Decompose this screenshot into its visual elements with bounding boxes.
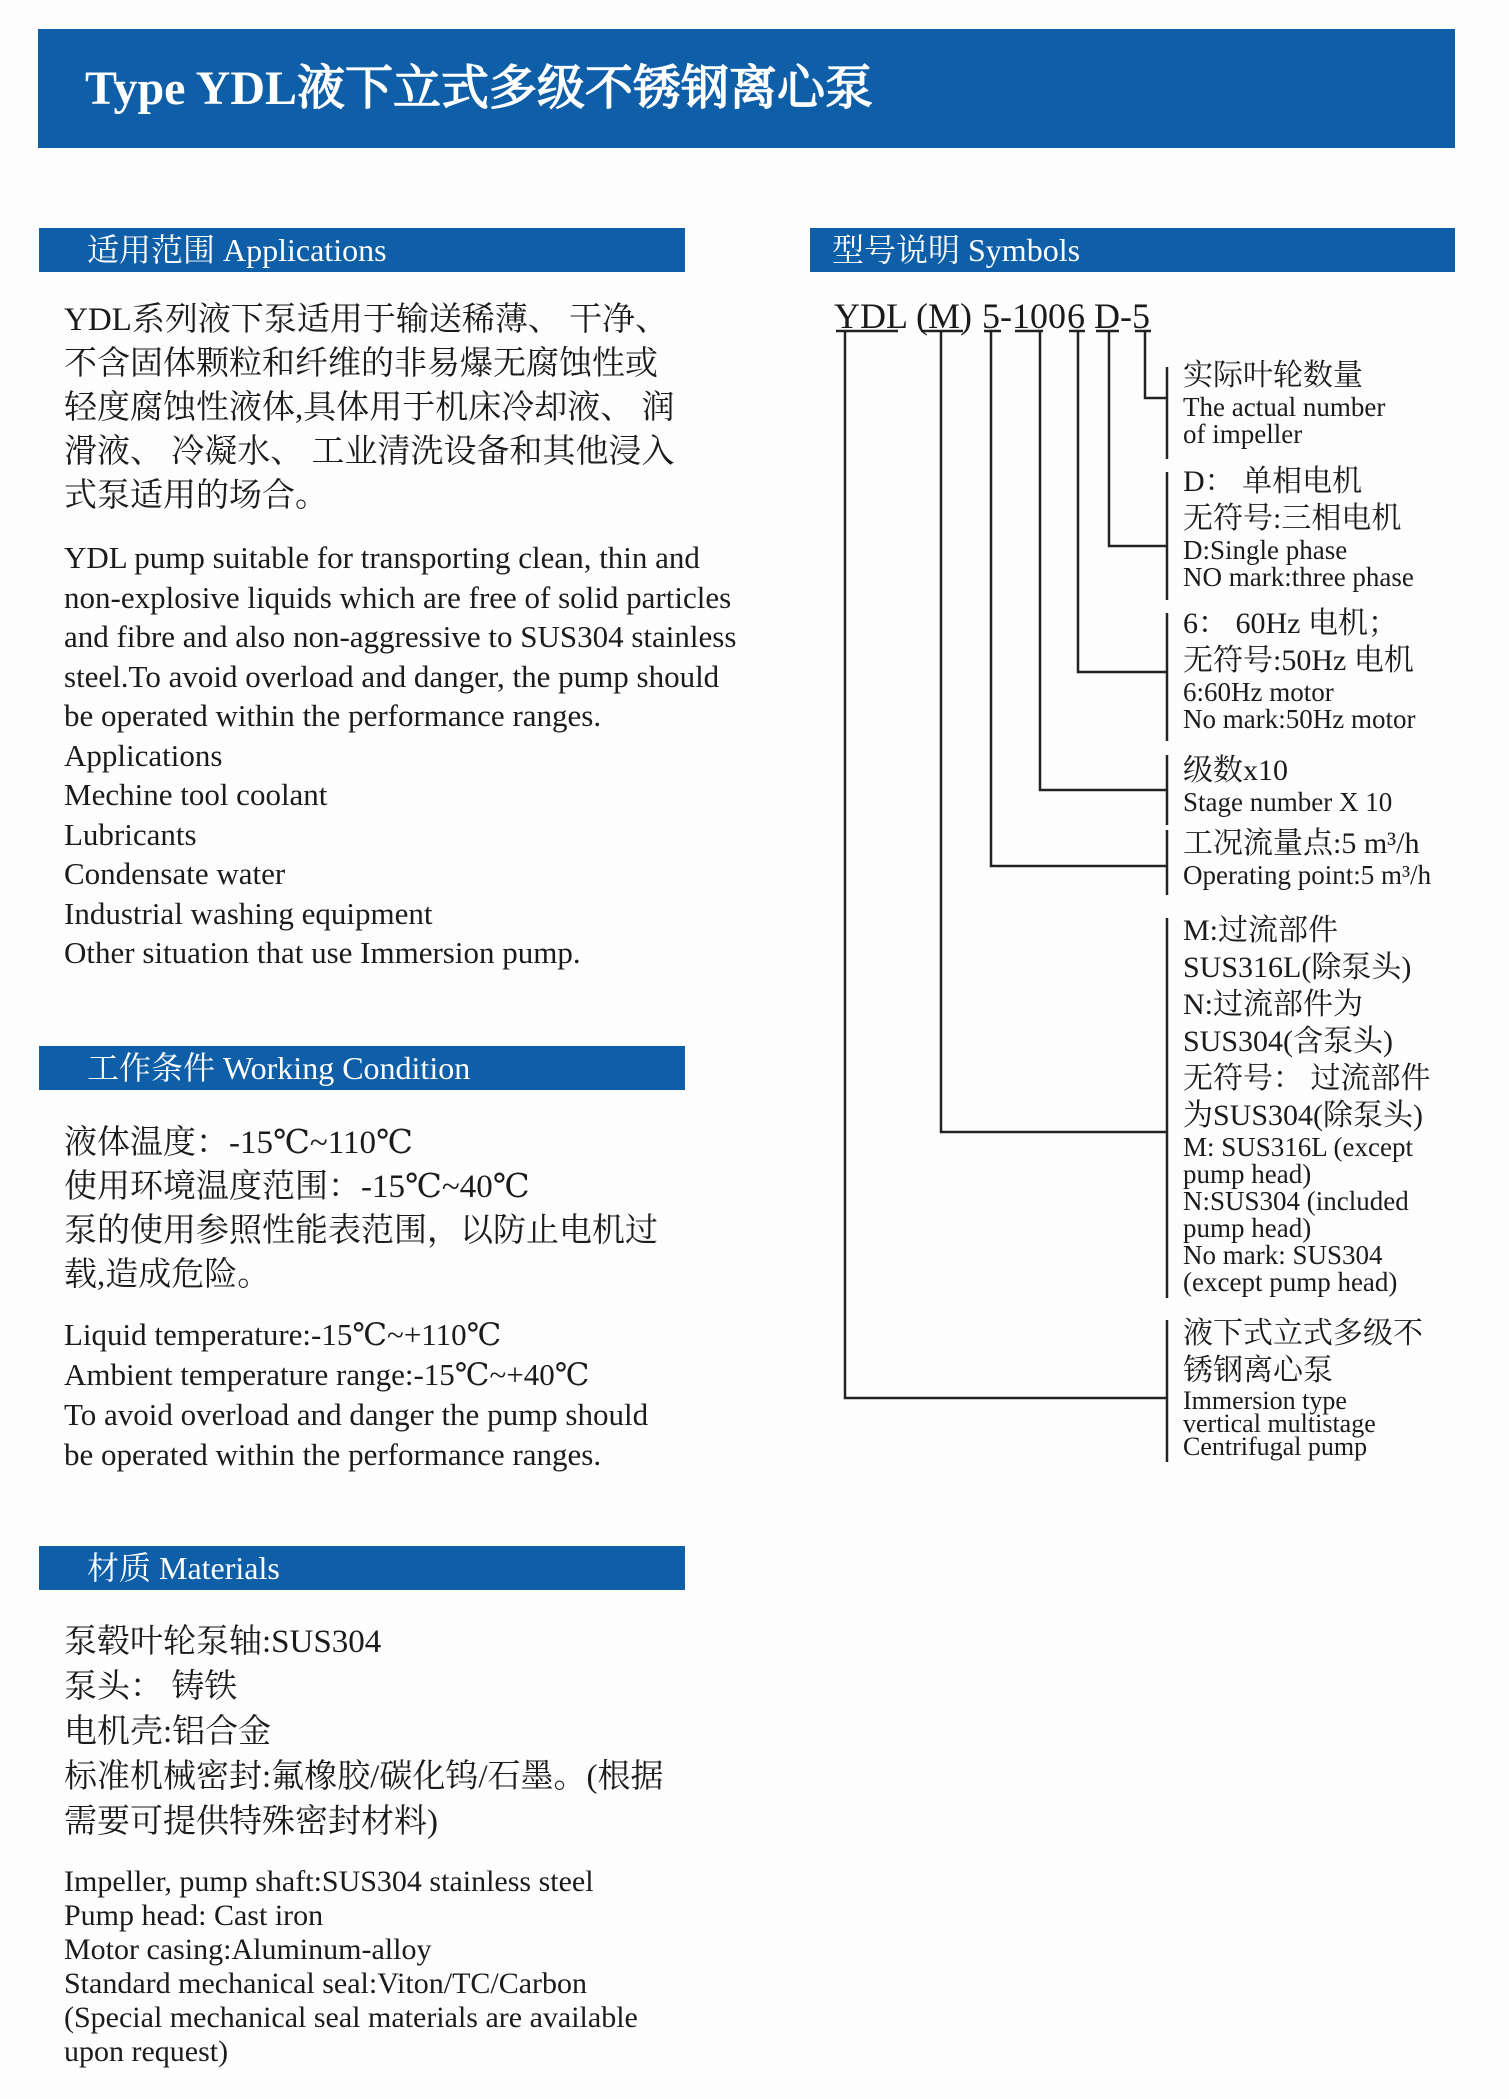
- explanation-zh-line: 无符号： 过流部件: [1183, 1062, 1431, 1095]
- applications-en-line: YDL pump suitable for transporting clean, thin and: [64, 540, 700, 575]
- explanation-en-line: 6:60Hz motor: [1183, 677, 1334, 707]
- materials-en-line: Pump head: Cast iron: [64, 1899, 324, 1932]
- connector-phase-line: [1109, 331, 1167, 546]
- section-header-applications: [39, 228, 685, 272]
- explanation-en-line: No mark: SUS304: [1183, 1240, 1383, 1270]
- explanation-en-line: Stage number X 10: [1183, 787, 1393, 817]
- applications-zh-line: YDL系列液下泵适用于输送稀薄、 干净、: [64, 302, 669, 338]
- explanation-operating-point: [1183, 825, 1503, 889]
- explanation-zh-line: SUS316L(除泵头): [1183, 951, 1412, 984]
- applications-paragraph-zh: [64, 298, 675, 518]
- explanation-en-line: N:SUS304 (included: [1183, 1186, 1409, 1216]
- connector-material-line: [941, 331, 1167, 1132]
- explanation-zh-line: 6： 60Hz 电机；: [1183, 607, 1398, 640]
- explanation-zh-line: 无符号:50Hz 电机: [1183, 644, 1414, 677]
- materials-paragraph-en: [64, 1865, 664, 2069]
- connector-impeller-line: [1145, 331, 1167, 398]
- model-code-material-mark: (M): [916, 296, 972, 336]
- explanation-en-line: (except pump head): [1183, 1267, 1398, 1297]
- working-condition-en-line: be operated within the performance ranges.: [64, 1437, 602, 1472]
- working-condition-en-line: To avoid overload and danger the pump should: [64, 1397, 649, 1432]
- page-title: Type YDL液下立式多级不锈钢离心泵: [85, 62, 874, 115]
- explanation-zh-line: M:过流部件: [1183, 914, 1339, 947]
- explanation-en-line: Centrifugal pump: [1183, 1432, 1368, 1461]
- explanation-stage-number: [1183, 752, 1503, 816]
- applications-en-line: Applications: [64, 737, 223, 773]
- working-condition-zh-line: 载,造成危险。: [64, 1257, 271, 1293]
- model-code-phase-impeller: D-5: [1094, 296, 1150, 336]
- section-header-symbols-label: 型号说明 Symbols: [832, 232, 1081, 268]
- connector-frequency-line: [1078, 331, 1167, 672]
- working-condition-en-line: Liquid temperature:-15℃~+110℃: [64, 1317, 502, 1352]
- explanation-zh-line: SUS304(含泵头): [1183, 1025, 1394, 1058]
- explanation-en-line: pump head): [1183, 1213, 1312, 1243]
- explanation-en-line: NO mark:three phase: [1183, 562, 1414, 592]
- section-header-materials: [39, 1546, 685, 1590]
- working-condition-zh-line: 使用环境温度范围：-15℃~40℃: [64, 1169, 530, 1205]
- explanation-zh-line: 液下式立式多级不: [1183, 1317, 1423, 1350]
- materials-en-line: Standard mechanical seal:Viton/TC/Carbon: [64, 1967, 588, 2000]
- page-title-banner: [38, 29, 1455, 148]
- applications-en-line: Other situation that use Immersion pump.: [64, 935, 581, 970]
- explanation-en-line: Immersion type: [1183, 1386, 1347, 1415]
- materials-en-line: Motor casing:Aluminum-alloy: [64, 1933, 432, 1966]
- explanation-zh-line: D： 单相电机: [1183, 465, 1363, 498]
- section-header-working-condition-label: 工作条件 Working Condition: [87, 1050, 471, 1086]
- explanation-en-line: of impeller: [1183, 419, 1303, 449]
- model-code-series: YDL: [834, 296, 908, 336]
- applications-en-line: and fibre and also non-aggressive to SUS304 stainless: [64, 619, 737, 654]
- section-header-applications-label: 适用范围 Applications: [87, 232, 387, 268]
- applications-zh-line: 不含固体颗粒和纤维的非易爆无腐蚀性或: [64, 346, 658, 382]
- working-condition-zh-line: 泵的使用参照性能表范围，以防止电机过: [64, 1213, 658, 1249]
- section-header-materials-label: 材质 Materials: [87, 1550, 280, 1586]
- section-header-working-condition: [39, 1046, 685, 1090]
- model-code-flow-stage: 5-100: [982, 296, 1066, 336]
- explanation-en-line: Operating point:5 m³/h: [1183, 860, 1432, 890]
- explanation-zh-line: 为SUS304(除泵头): [1183, 1099, 1424, 1132]
- explanation-en-line: M: SUS316L (except: [1183, 1132, 1413, 1162]
- materials-paragraph-zh: [64, 1620, 664, 1845]
- explanation-en-line: The actual number: [1183, 392, 1386, 422]
- applications-en-line: be operated within the performance ranges.: [64, 698, 602, 733]
- materials-en-line: (Special mechanical seal materials are available: [64, 2001, 638, 2034]
- working-condition-paragraph-en: [64, 1315, 664, 1475]
- connector-flowpoint-line: [991, 331, 1167, 866]
- materials-en-line: upon request): [64, 2035, 229, 2068]
- explanation-pump-type: [1183, 1315, 1503, 1461]
- explanation-zh-line: 锈钢离心泵: [1183, 1354, 1333, 1387]
- materials-zh-line: 标准机械密封:氟橡胶/碳化钨/石墨。(根据: [64, 1759, 664, 1795]
- applications-en-line: Industrial washing equipment: [64, 895, 433, 931]
- explanation-zh-line: 级数x10: [1183, 754, 1288, 787]
- applications-paragraph-en: [64, 538, 737, 973]
- explanation-zh-line: N:过流部件为: [1183, 988, 1363, 1021]
- explanation-en-line: pump head): [1183, 1159, 1312, 1189]
- working-condition-zh-line: 液体温度：-15℃~110℃: [64, 1125, 413, 1161]
- explanation-wetted-material: [1183, 912, 1503, 1296]
- explanation-en-line: D:Single phase: [1183, 535, 1348, 565]
- materials-zh-line: 泵毂叶轮泵轴:SUS304: [64, 1624, 382, 1660]
- working-condition-en-line: Ambient temperature range:-15℃~+40℃: [64, 1357, 590, 1392]
- applications-en-line: Lubricants: [64, 816, 197, 852]
- materials-zh-line: 需要可提供特殊密封材料): [64, 1804, 438, 1840]
- explanation-en-line: No mark:50Hz motor: [1183, 704, 1416, 734]
- section-header-symbols: [810, 228, 1455, 272]
- applications-en-line: Condensate water: [64, 856, 286, 891]
- connector-stage-line: [1040, 331, 1167, 790]
- model-code-frequency-mark: 6: [1067, 296, 1085, 336]
- applications-en-line: non-explosive liquids which are free of solid particles: [64, 579, 732, 615]
- applications-zh-line: 式泵适用的场合。: [64, 478, 328, 514]
- explanation-en-line: vertical multistage: [1183, 1409, 1376, 1438]
- materials-en-line: Impeller, pump shaft:SUS304 stainless steel: [64, 1865, 594, 1898]
- materials-zh-line: 泵头： 铸铁: [64, 1669, 238, 1705]
- explanation-zh-line: 工况流量点:5 m³/h: [1183, 827, 1420, 860]
- applications-en-line: steel.To avoid overload and danger, the pump should: [64, 658, 720, 694]
- explanation-frequency: [1183, 605, 1503, 733]
- explanation-impeller-count: [1183, 357, 1503, 448]
- explanation-zh-line: 实际叶轮数量: [1183, 359, 1363, 392]
- applications-en-line: Mechine tool coolant: [64, 777, 328, 812]
- applications-zh-line: 轻度腐蚀性液体,具体用于机床冷却液、 润: [64, 390, 675, 426]
- working-condition-paragraph-zh: [64, 1121, 664, 1297]
- applications-zh-line: 滑液、 冷凝水、 工业清洗设备和其他浸入: [64, 434, 675, 470]
- explanation-zh-line: 无符号:三相电机: [1183, 502, 1402, 535]
- materials-zh-line: 电机壳:铝合金: [64, 1714, 272, 1750]
- explanation-phase: [1183, 463, 1503, 591]
- connector-series-line: [845, 331, 1167, 1398]
